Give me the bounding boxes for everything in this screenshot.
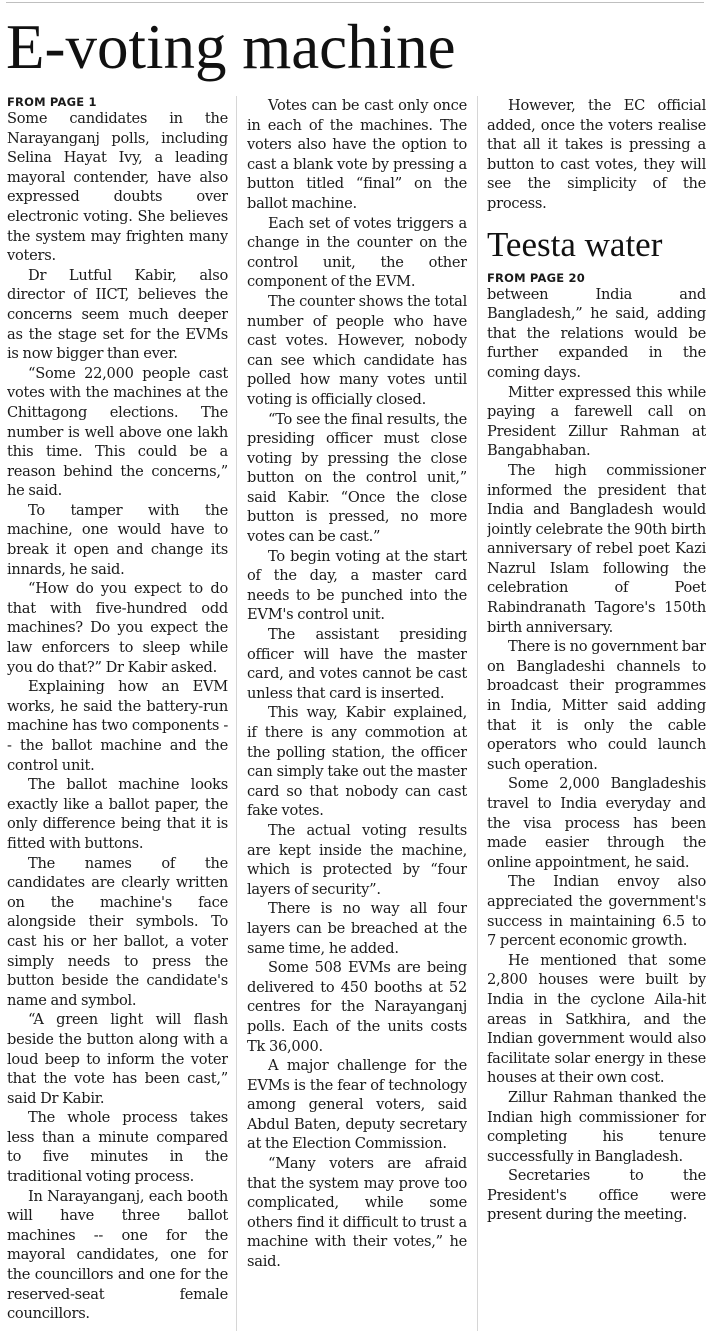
paragraph: Some 508 EVMs are being delivered to 450 booths at 52 centres for the Narayanganj polls. Each of the units costs Tk 36,000. — [247, 959, 467, 1055]
paragraph: Secretaries to the President's office were present during the meeting. — [487, 1167, 706, 1224]
paragraph: Some 2,000 Bangladeshis travel to India everyday and the visa process has been made easier through the online appointment, he said. — [487, 775, 706, 871]
article-column-1 — [7, 96, 228, 1336]
paragraph: Zillur Rahman thanked the Indian high commissioner for completing his tenure successfully in Bangladesh. — [487, 1088, 706, 1165]
article-headline-teesta-water: Teesta water — [487, 224, 663, 264]
paragraph: In Narayanganj, each booth will have three ballot machines -- one for the mayoral candidates, one for the councillors and one for the reserved-seat female councillors. — [7, 1187, 228, 1323]
paragraph: The assistant presiding officer will have the master card, and votes cannot be cast unless that card is inserted. — [247, 626, 467, 702]
paragraph: The ballot machine looks exactly like a ballot paper, the only difference being that it is fitted with buttons. — [7, 776, 228, 852]
continuation-kicker: FROM PAGE 1 — [7, 96, 97, 109]
paragraph: The names of the candidates are clearly written on the machine's face alongside their symbols. To cast his or her ballot, a voter simply needs to press the button beside the candidate's name and symbol. — [7, 854, 228, 1009]
paragraph: The Indian envoy also appreciated the government's success in maintaining 6.5 to 7 percent economic growth. — [487, 873, 706, 950]
paragraph: between India and Bangladesh,” he said, adding that the relations would be further expanded in the coming days. — [487, 285, 706, 381]
column-divider — [477, 96, 478, 1331]
paragraph: Explaining how an EVM works, he said the battery-run machine has two components -- the ballot machine and the control unit. — [7, 678, 228, 774]
article-headline-e-voting: E-voting machine — [6, 12, 456, 82]
continuation-kicker: FROM PAGE 20 — [487, 270, 585, 285]
article-column-3 — [487, 96, 706, 1336]
paragraph: “Many voters are afraid that the system may prove too complicated, while some others find it difficult to trust a machine with their votes,” he said. — [247, 1155, 467, 1271]
paragraph: The whole process takes less than a minute compared to five minutes in the traditional voting process. — [7, 1109, 228, 1186]
paragraph: Each set of votes triggers a change in the counter on the control unit, the other component of the EVM. — [247, 214, 467, 291]
paragraph: This way, Kabir explained, if there is any commotion at the polling station, the officer can simply take out the master card so that nobody can cast fake votes. — [247, 704, 467, 820]
paragraph: Votes can be cast only once in each of the machines. The voters also have the option to cast a blank vote by pressing a button titled “final” on the ballot machine. — [247, 97, 467, 212]
paragraph: To begin voting at the start of the day, a master card needs to be punched into the EVM's control unit. — [247, 547, 467, 624]
column-divider — [236, 96, 237, 1331]
paragraph: The actual voting results are kept inside the machine, which is protected by “four layers of security”. — [247, 821, 467, 898]
paragraph: Mitter expressed this while paying a farewell call on President Zillur Rahman at Bangabhaban. — [487, 383, 706, 460]
article-column-2 — [247, 96, 467, 1336]
paragraph: There is no government bar on Bangladeshi channels to broadcast their programmes in India, Mitter said adding that it is only the cable operators who could launch such operation. — [487, 638, 706, 773]
paragraph: There is no way all four layers can be breached at the same time, he added. — [247, 900, 467, 957]
paragraph: Some candidates in the Narayanganj polls, including Selina Hayat Ivy, a leading mayoral contender, have also expressed doubts over electronic voting. She believes the system may frighten many voters. — [7, 110, 228, 265]
paragraph: Dr Lutful Kabir, also director of IICT, believes the concerns seem much deeper as the stage set for the EVMs is now bigger than ever. — [7, 266, 228, 363]
top-rule — [6, 2, 704, 3]
paragraph: “To see the final results, the presiding officer must close voting by pressing the close button on the control unit,” said Kabir. “Once the close button is pressed, no more votes can be cast.” — [247, 410, 467, 546]
paragraph: The counter shows the total number of people who have cast votes. However, nobody can see which candidate has polled how many votes until voting is officially closed. — [247, 292, 467, 408]
paragraph: “Some 22,000 people cast votes with the machines at the Chittagong elections. The number is well above one lakh this time. This could be a reason behind the concerns,” he said. — [7, 364, 228, 500]
paragraph: However, the EC official added, once the voters realise that all it takes is pressing a button to cast votes, they will see the simplicity of the process. — [487, 97, 706, 212]
paragraph: A major challenge for the EVMs is the fear of technology among general voters, said Abdul Baten, deputy secretary at the Election Commission. — [247, 1057, 467, 1153]
paragraph: “A green light will flash beside the button along with a loud beep to inform the voter that the vote has been cast,” said Dr Kabir. — [7, 1011, 228, 1107]
paragraph: The high commissioner informed the president that India and Bangladesh would jointly celebrate the 90th birth anniversary of rebel poet Kazi Nazrul Islam following the celebration of Poet Rabindranath Tagore's 150th birth anniversary. — [487, 461, 706, 636]
paragraph: He mentioned that some 2,800 houses were built by India in the cyclone Aila-hit areas in Satkhira, and the Indian government would also facilitate solar energy in these houses at their own cost. — [487, 951, 706, 1087]
paragraph: “How do you expect to do that with five-hundred odd machines? Do you expect the law enforcers to sleep while you do that?” Dr Kabir asked. — [7, 580, 228, 676]
paragraph: To tamper with the machine, one would have to break it open and change its innards, he said. — [7, 501, 228, 578]
